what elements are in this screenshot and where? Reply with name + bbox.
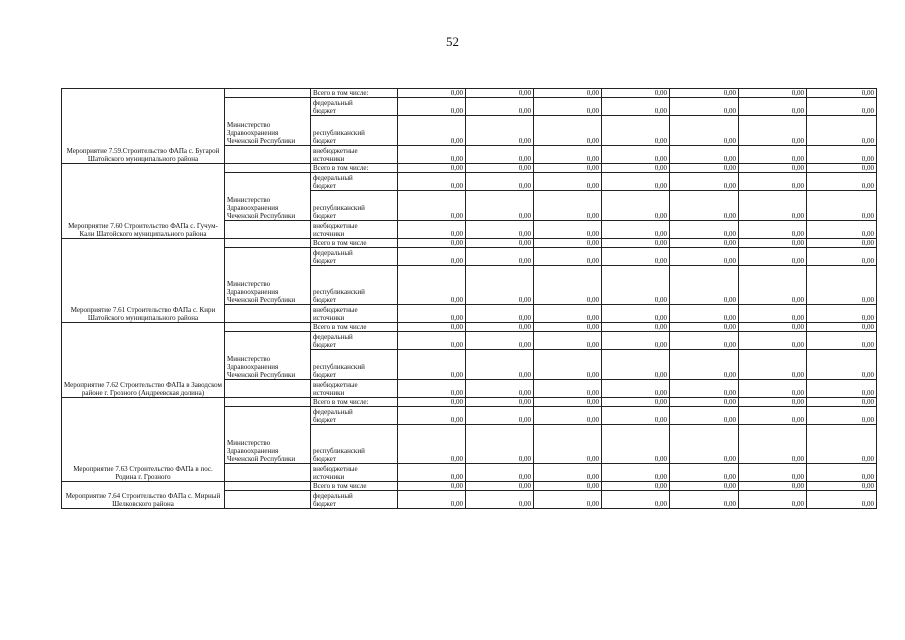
budget-table: [61, 88, 877, 509]
amount-cell: 0,00: [739, 323, 807, 332]
amount-cell: 0,00: [534, 380, 602, 398]
measure-name: Мероприятие 7.61 Строительство ФАПа с. Кири Шатойского муниципального района: [62, 239, 225, 323]
amount-cell: 0,00: [534, 266, 602, 305]
amount-cell: 0,00: [807, 116, 877, 146]
amount-cell: 0,00: [807, 464, 877, 482]
amount-cell: 0,00: [670, 191, 739, 221]
funding-source: федеральный бюджет: [311, 173, 398, 191]
amount-cell: 0,00: [398, 116, 466, 146]
amount-cell: 0,00: [670, 116, 739, 146]
funding-source: внебюджетные источники: [311, 146, 398, 164]
amount-cell: 0,00: [602, 116, 670, 146]
amount-cell: 0,00: [466, 380, 534, 398]
amount-cell: 0,00: [466, 407, 534, 425]
amount-cell: 0,00: [739, 173, 807, 191]
amount-cell: 0,00: [602, 173, 670, 191]
amount-cell: 0,00: [739, 482, 807, 491]
amount-cell: 0,00: [398, 398, 466, 407]
amount-cell: 0,00: [602, 464, 670, 482]
table-row: [62, 164, 877, 173]
amount-cell: 0,00: [602, 482, 670, 491]
amount-cell: 0,00: [534, 221, 602, 239]
amount-cell: 0,00: [602, 380, 670, 398]
executor-cell: Министерство Здравоохранения Чеченской Республики: [225, 98, 311, 146]
executor-cell: Министерство Здравоохранения Чеченской Республики: [225, 332, 311, 380]
funding-source: республиканский бюджет: [311, 425, 398, 464]
table-row: [62, 239, 877, 248]
executor-empty-cell: [225, 323, 311, 332]
amount-cell: 0,00: [807, 248, 877, 266]
amount-cell: 0,00: [466, 116, 534, 146]
amount-cell: 0,00: [534, 89, 602, 98]
amount-cell: 0,00: [398, 482, 466, 491]
amount-cell: 0,00: [466, 464, 534, 482]
executor-cell: Министерство Здравоохранения Чеченской Республики: [225, 407, 311, 464]
amount-cell: 0,00: [602, 248, 670, 266]
table-row: [62, 482, 877, 491]
measure-name: Мероприятие 7.60 Строительство ФАПа с. Гучум-Кали Шатойского муниципального района: [62, 164, 225, 239]
amount-cell: 0,00: [602, 398, 670, 407]
funding-source: внебюджетные источники: [311, 464, 398, 482]
amount-cell: 0,00: [670, 491, 739, 509]
table-row: [62, 323, 877, 332]
funding-source: федеральный бюджет: [311, 491, 398, 509]
amount-cell: 0,00: [534, 425, 602, 464]
amount-cell: 0,00: [602, 350, 670, 380]
measure-name: Мероприятие 7.63 Строительство ФАПа в пос. Родина г. Грозного: [62, 398, 225, 482]
amount-cell: 0,00: [670, 464, 739, 482]
executor-empty-cell: [225, 464, 311, 482]
amount-cell: 0,00: [807, 380, 877, 398]
amount-cell: 0,00: [534, 305, 602, 323]
amount-cell: 0,00: [807, 266, 877, 305]
amount-cell: 0,00: [807, 332, 877, 350]
funding-source: внебюджетные источники: [311, 221, 398, 239]
table-row: [62, 398, 877, 407]
funding-source: республиканский бюджет: [311, 116, 398, 146]
amount-cell: 0,00: [739, 464, 807, 482]
funding-source: республиканский бюджет: [311, 266, 398, 305]
amount-cell: 0,00: [398, 248, 466, 266]
amount-cell: 0,00: [602, 239, 670, 248]
amount-cell: 0,00: [739, 248, 807, 266]
amount-cell: 0,00: [670, 332, 739, 350]
amount-cell: 0,00: [739, 146, 807, 164]
amount-cell: 0,00: [398, 425, 466, 464]
amount-cell: 0,00: [534, 116, 602, 146]
amount-cell: 0,00: [398, 173, 466, 191]
amount-cell: 0,00: [670, 407, 739, 425]
amount-cell: 0,00: [398, 98, 466, 116]
amount-cell: 0,00: [602, 146, 670, 164]
amount-cell: 0,00: [466, 173, 534, 191]
amount-cell: 0,00: [807, 173, 877, 191]
amount-cell: 0,00: [534, 464, 602, 482]
executor-empty-cell: [225, 380, 311, 398]
amount-cell: 0,00: [398, 407, 466, 425]
funding-source: федеральный бюджет: [311, 248, 398, 266]
amount-cell: 0,00: [466, 221, 534, 239]
executor-empty-cell: [225, 305, 311, 323]
amount-cell: 0,00: [739, 425, 807, 464]
amount-cell: 0,00: [466, 266, 534, 305]
measure-name: Мероприятие 7.64 Строительство ФАПа с. Мирный Шелковского района: [62, 482, 225, 509]
amount-cell: 0,00: [466, 164, 534, 173]
amount-cell: 0,00: [466, 98, 534, 116]
measure-name: Мероприятие 7.59.Строительство ФАПа с. Бугарой Шатойского муниципального района: [62, 89, 225, 164]
amount-cell: 0,00: [466, 425, 534, 464]
funding-source: Всего в том числе:: [311, 164, 398, 173]
amount-cell: 0,00: [534, 482, 602, 491]
amount-cell: 0,00: [807, 323, 877, 332]
amount-cell: 0,00: [807, 407, 877, 425]
amount-cell: 0,00: [602, 425, 670, 464]
amount-cell: 0,00: [670, 323, 739, 332]
funding-source: федеральный бюджет: [311, 98, 398, 116]
amount-cell: 0,00: [670, 146, 739, 164]
table-row: [62, 89, 877, 98]
funding-source: федеральный бюджет: [311, 332, 398, 350]
amount-cell: 0,00: [534, 98, 602, 116]
executor-empty-cell: [225, 221, 311, 239]
funding-source: федеральный бюджет: [311, 407, 398, 425]
amount-cell: 0,00: [602, 266, 670, 305]
amount-cell: 0,00: [670, 248, 739, 266]
amount-cell: 0,00: [670, 98, 739, 116]
amount-cell: 0,00: [739, 266, 807, 305]
amount-cell: 0,00: [466, 146, 534, 164]
amount-cell: 0,00: [466, 323, 534, 332]
executor-empty-cell: [225, 146, 311, 164]
amount-cell: 0,00: [466, 248, 534, 266]
amount-cell: 0,00: [602, 407, 670, 425]
amount-cell: 0,00: [670, 89, 739, 98]
amount-cell: 0,00: [670, 398, 739, 407]
amount-cell: 0,00: [466, 398, 534, 407]
amount-cell: 0,00: [670, 164, 739, 173]
amount-cell: 0,00: [739, 164, 807, 173]
amount-cell: 0,00: [807, 239, 877, 248]
amount-cell: 0,00: [807, 191, 877, 221]
funding-source: Всего в том числе: [311, 239, 398, 248]
amount-cell: 0,00: [739, 380, 807, 398]
amount-cell: 0,00: [398, 491, 466, 509]
amount-cell: 0,00: [602, 98, 670, 116]
amount-cell: 0,00: [807, 146, 877, 164]
amount-cell: 0,00: [602, 89, 670, 98]
amount-cell: 0,00: [534, 407, 602, 425]
amount-cell: 0,00: [466, 191, 534, 221]
page-number: 52: [446, 34, 459, 49]
amount-cell: 0,00: [670, 266, 739, 305]
amount-cell: 0,00: [739, 398, 807, 407]
amount-cell: 0,00: [466, 305, 534, 323]
funding-source: республиканский бюджет: [311, 191, 398, 221]
amount-cell: 0,00: [534, 323, 602, 332]
amount-cell: 0,00: [670, 173, 739, 191]
amount-cell: 0,00: [466, 491, 534, 509]
amount-cell: 0,00: [739, 350, 807, 380]
amount-cell: 0,00: [534, 164, 602, 173]
amount-cell: 0,00: [807, 398, 877, 407]
executor-empty-cell: [225, 239, 311, 248]
amount-cell: 0,00: [602, 221, 670, 239]
amount-cell: 0,00: [534, 191, 602, 221]
amount-cell: 0,00: [807, 491, 877, 509]
amount-cell: 0,00: [534, 248, 602, 266]
amount-cell: 0,00: [398, 464, 466, 482]
amount-cell: 0,00: [739, 191, 807, 221]
measure-name: Мероприятие 7.62 Строительство ФАПа в Заводском районе г. Грозного (Андреевская долина): [62, 323, 225, 398]
amount-cell: 0,00: [466, 332, 534, 350]
amount-cell: 0,00: [602, 491, 670, 509]
executor-empty-cell: [225, 164, 311, 173]
amount-cell: 0,00: [739, 491, 807, 509]
funding-source: Всего в том числе:: [311, 89, 398, 98]
amount-cell: 0,00: [739, 305, 807, 323]
amount-cell: 0,00: [602, 191, 670, 221]
amount-cell: 0,00: [398, 323, 466, 332]
amount-cell: 0,00: [466, 89, 534, 98]
amount-cell: 0,00: [739, 221, 807, 239]
funding-source: Всего в том числе: [311, 482, 398, 491]
funding-source: Всего в том числе:: [311, 398, 398, 407]
amount-cell: 0,00: [670, 350, 739, 380]
amount-cell: 0,00: [602, 305, 670, 323]
amount-cell: 0,00: [398, 332, 466, 350]
amount-cell: 0,00: [398, 146, 466, 164]
amount-cell: 0,00: [807, 98, 877, 116]
executor-empty-cell: [225, 398, 311, 407]
amount-cell: 0,00: [670, 239, 739, 248]
amount-cell: 0,00: [466, 239, 534, 248]
funding-source: внебюджетные источники: [311, 380, 398, 398]
amount-cell: 0,00: [670, 305, 739, 323]
funding-source: внебюджетные источники: [311, 305, 398, 323]
amount-cell: 0,00: [670, 425, 739, 464]
amount-cell: 0,00: [534, 332, 602, 350]
amount-cell: 0,00: [602, 332, 670, 350]
amount-cell: 0,00: [739, 89, 807, 98]
amount-cell: 0,00: [807, 482, 877, 491]
executor-empty-cell: [225, 482, 311, 491]
executor-empty-cell: [225, 491, 311, 509]
amount-cell: 0,00: [534, 491, 602, 509]
amount-cell: 0,00: [398, 305, 466, 323]
amount-cell: 0,00: [534, 350, 602, 380]
amount-cell: 0,00: [466, 482, 534, 491]
executor-cell: Министерство Здравоохранения Чеченской Республики: [225, 248, 311, 305]
amount-cell: 0,00: [398, 89, 466, 98]
amount-cell: 0,00: [807, 350, 877, 380]
amount-cell: 0,00: [807, 221, 877, 239]
amount-cell: 0,00: [602, 164, 670, 173]
amount-cell: 0,00: [398, 239, 466, 248]
amount-cell: 0,00: [466, 350, 534, 380]
amount-cell: 0,00: [602, 323, 670, 332]
amount-cell: 0,00: [534, 398, 602, 407]
amount-cell: 0,00: [670, 482, 739, 491]
amount-cell: 0,00: [807, 425, 877, 464]
amount-cell: 0,00: [398, 164, 466, 173]
amount-cell: 0,00: [739, 116, 807, 146]
funding-source: республиканский бюджет: [311, 350, 398, 380]
amount-cell: 0,00: [398, 266, 466, 305]
executor-empty-cell: [225, 89, 311, 98]
amount-cell: 0,00: [534, 173, 602, 191]
amount-cell: 0,00: [670, 221, 739, 239]
amount-cell: 0,00: [807, 89, 877, 98]
funding-source: Всего в том числе: [311, 323, 398, 332]
amount-cell: 0,00: [739, 332, 807, 350]
amount-cell: 0,00: [739, 407, 807, 425]
amount-cell: 0,00: [807, 305, 877, 323]
amount-cell: 0,00: [398, 350, 466, 380]
amount-cell: 0,00: [807, 164, 877, 173]
amount-cell: 0,00: [739, 239, 807, 248]
amount-cell: 0,00: [398, 191, 466, 221]
amount-cell: 0,00: [739, 98, 807, 116]
executor-cell: Министерство Здравоохранения Чеченской Республики: [225, 173, 311, 221]
amount-cell: 0,00: [670, 380, 739, 398]
amount-cell: 0,00: [398, 221, 466, 239]
amount-cell: 0,00: [534, 239, 602, 248]
amount-cell: 0,00: [534, 146, 602, 164]
amount-cell: 0,00: [398, 380, 466, 398]
